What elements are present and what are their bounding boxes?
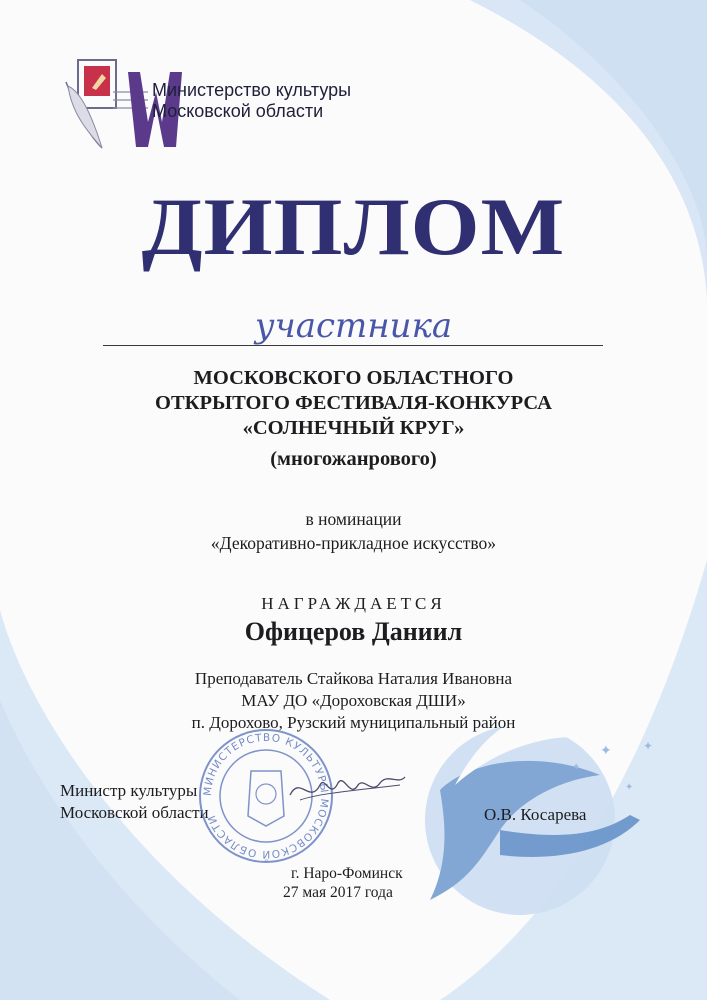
- svg-text:✦: ✦: [625, 782, 634, 793]
- logo-line-1: Министерство культуры: [152, 80, 352, 100]
- minister-position: [60, 780, 209, 824]
- position-line-1: Министр культуры: [60, 781, 198, 800]
- position-line-2: Московской области: [60, 803, 209, 822]
- nomination-label: в номинации: [305, 509, 402, 529]
- festival-name: [0, 366, 707, 472]
- svg-text:✦: ✦: [643, 739, 654, 753]
- place-and-date: [283, 864, 403, 902]
- underline: [103, 345, 603, 346]
- awardee-name: Офицеров Даниил: [244, 617, 463, 646]
- logo-caption: [152, 80, 351, 122]
- location: г. Наро-Фоминск: [291, 865, 403, 882]
- awarded-label: НАГРАЖДАЕТСЯ: [261, 594, 446, 613]
- signer-name: О.В. Косарева: [484, 805, 587, 824]
- festival-line-2: ОТКРЫТОГО ФЕСТИВАЛЯ-КОНКУРСА: [155, 392, 552, 414]
- logo-line-2: Московской области: [152, 101, 324, 121]
- svg-text:✦: ✦: [572, 762, 581, 773]
- awardee-details: [0, 668, 707, 734]
- nomination-value: «Декоративно-прикладное искусство»: [210, 533, 497, 553]
- festival-line-3: «СОЛНЕЧНЫЙ КРУГ»: [242, 417, 465, 439]
- teacher-line: Преподаватель Стайкова Наталия Ивановна: [194, 669, 513, 688]
- date: 27 мая 2017 года: [283, 884, 393, 901]
- recipient-type-handwritten: участника: [254, 306, 453, 346]
- festival-line-1: МОСКОВСКОГО ОБЛАСТНОГО: [193, 367, 514, 389]
- handwritten-signature: [280, 755, 410, 825]
- stamp-text: МИНИСТЕРСТВО КУЛЬТУРЫ МОСКОВСКОЙ ОБЛАСТИ: [201, 731, 331, 861]
- school-line: МАУ ДО «Дороховская ДШИ»: [241, 691, 466, 710]
- svg-text:✦: ✦: [600, 743, 612, 759]
- diploma-title: ДИПЛОМ: [141, 181, 566, 272]
- nomination: [0, 507, 707, 555]
- place-line: п. Дорохово, Рузский муниципальный район: [191, 713, 516, 732]
- festival-line-4: (многожанрового): [270, 448, 437, 470]
